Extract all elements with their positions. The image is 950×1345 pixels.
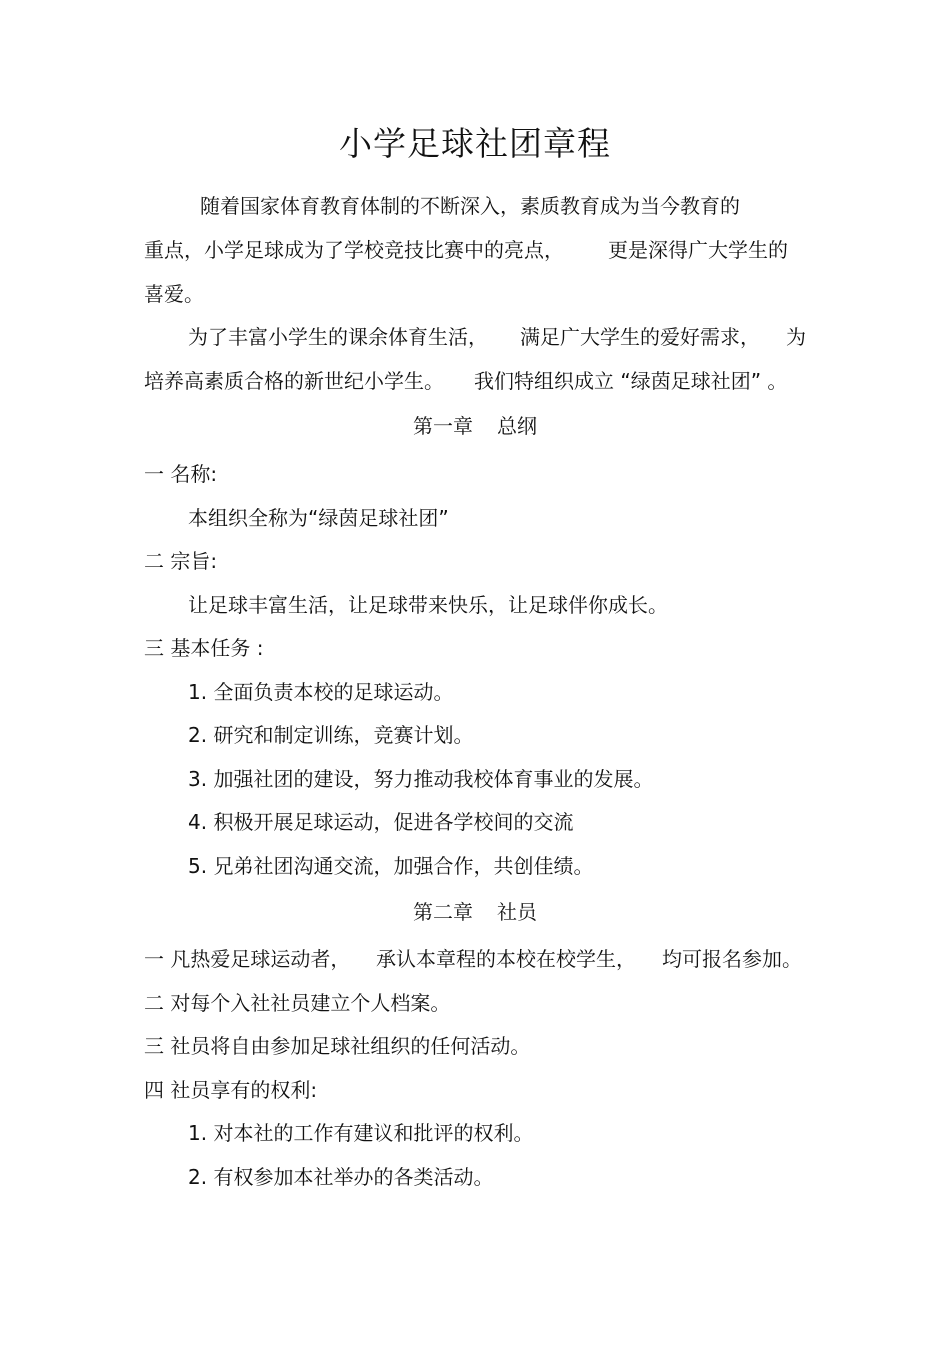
chapter2-item4: 四 社员享有的权利: — [144, 1078, 318, 1102]
chapter2-number: 第二章 — [413, 900, 473, 924]
chapter1-heading — [0, 414, 950, 438]
intro-p2-line1: 为了丰富小学生的课余体育生活， — [188, 325, 488, 349]
chapter1-section3-label: 三 基本任务 : — [144, 636, 264, 660]
chapter2-item3: 三 社员将自由参加足球社组织的任何活动。 — [144, 1034, 531, 1058]
chapter1-section2-label: 二 宗旨: — [144, 549, 218, 573]
chapter2-item1b: 承认本章程的本校在校学生， — [376, 947, 636, 971]
task-item: 1. 全面负责本校的足球运动。 — [188, 680, 454, 704]
chapter2-item1c: 均可报名参加。 — [662, 947, 802, 971]
chapter2-item1a: 一 凡热爱足球运动者， — [144, 947, 351, 971]
task-item: 4. 积极开展足球运动，促进各学校间的交流 — [188, 810, 574, 834]
intro-p2-line2b: 我们特组织成立 “绿茵足球社团” 。 — [474, 369, 788, 393]
chapter1-number: 第一章 — [413, 414, 473, 438]
intro-p1-line1: 随着国家体育教育体制的不断深入，素质教育成为当今教育的 — [200, 194, 740, 218]
intro-p1-line2b: 更是深得广大学生的 — [608, 238, 788, 262]
task-item: 5. 兄弟社团沟通交流，加强合作，共创佳绩。 — [188, 854, 594, 878]
chapter2-heading — [0, 900, 950, 924]
rights-item: 1. 对本社的工作有建议和批评的权利。 — [188, 1121, 534, 1145]
chapter1-section1-label: 一 名称: — [144, 462, 218, 486]
chapter1-name: 总纲 — [497, 414, 537, 438]
intro-p2-line1b: 满足广大学生的爱好需求， — [520, 325, 760, 349]
rights-item: 2. 有权参加本社举办的各类活动。 — [188, 1165, 494, 1189]
task-item: 2. 研究和制定训练，竞赛计划。 — [188, 723, 474, 747]
chapter2-name: 社员 — [497, 900, 537, 924]
intro-p2-line1c: 为 — [786, 325, 806, 349]
document-title: 小学足球社团章程 — [339, 124, 611, 163]
chapter1-section2-text: 让足球丰富生活，让足球带来快乐，让足球伴你成长。 — [188, 593, 668, 617]
intro-p2-line2: 培养高素质合格的新世纪小学生。 — [144, 369, 444, 393]
intro-p1-line2: 重点，小学足球成为了学校竞技比赛中的亮点， — [144, 238, 564, 262]
intro-p1-line3: 喜爱。 — [144, 282, 204, 306]
chapter1-section1-text: 本组织全称为“绿茵足球社团” — [188, 506, 449, 530]
chapter2-item2: 二 对每个入社社员建立个人档案。 — [144, 991, 451, 1015]
task-item: 3. 加强社团的建设，努力推动我校体育事业的发展。 — [188, 767, 654, 791]
